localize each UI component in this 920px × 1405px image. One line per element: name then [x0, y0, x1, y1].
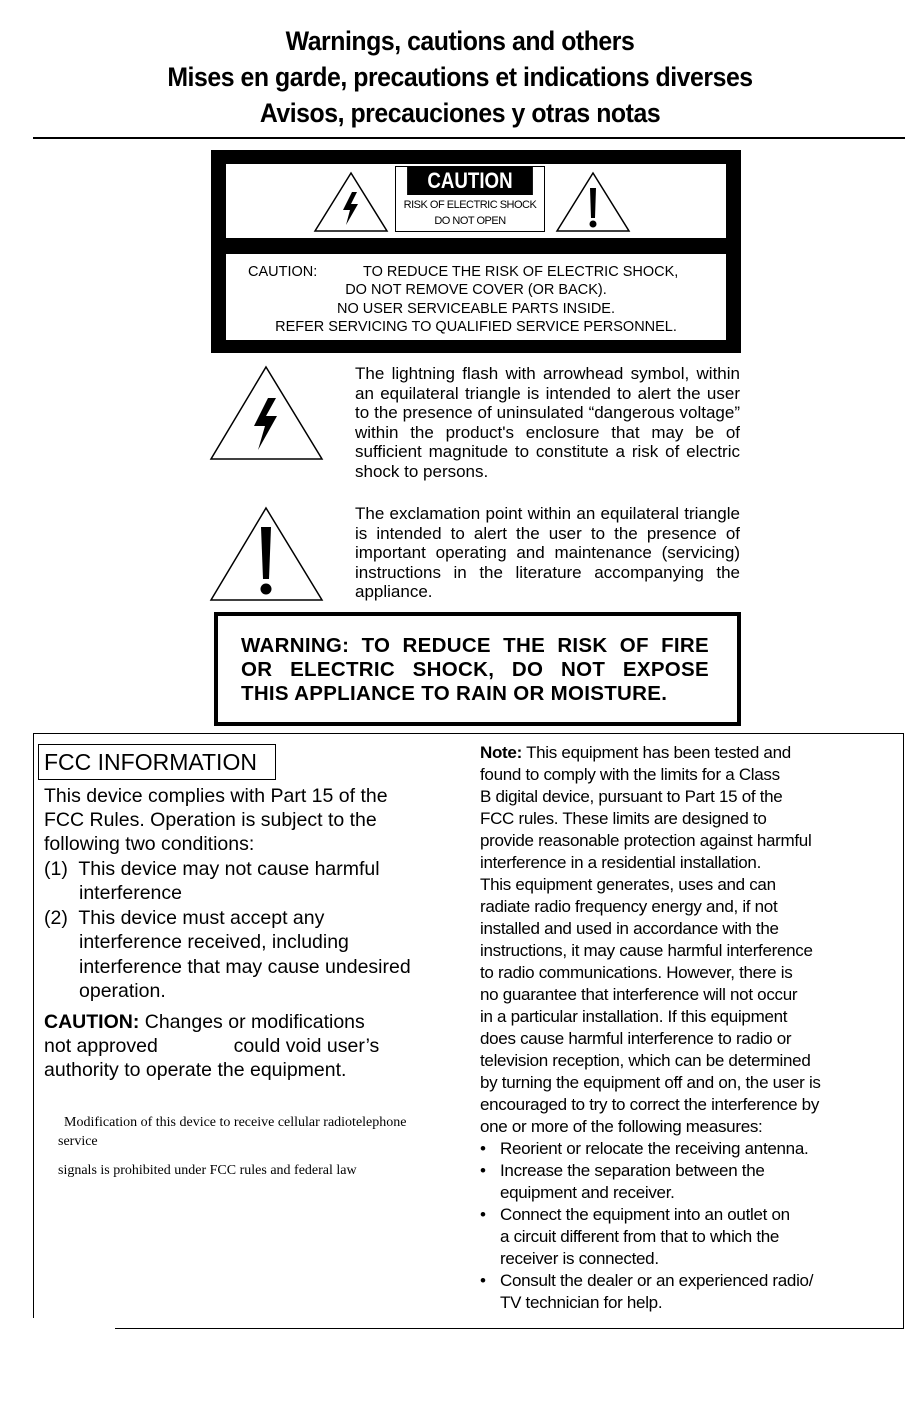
exclamation-symbol-icon: [208, 505, 325, 603]
title-french: Mises en garde, precautions et indications diverses: [167, 62, 753, 92]
title-english: Warnings, cautions and others: [285, 26, 635, 56]
exclamation-explanation: The exclamation point within an equilateral triangle is intended to alert the user to the presence of important operating and maintenance (servicing) instructions in the literature accompanying the appliance.: [355, 504, 740, 601]
caution-label-line1: RISK OF ELECTRIC SHOCK: [403, 199, 537, 211]
fcc-right-line: radiate radio frequency energy and, if not: [480, 897, 778, 916]
fcc-note-label: Note:: [480, 743, 522, 762]
bullet-dot: •: [480, 1139, 486, 1158]
bullet-item: equipment and receiver.: [500, 1183, 675, 1202]
modification-note: service: [58, 1134, 98, 1149]
fcc-caution-line: authority to operate the equipment.: [44, 1059, 347, 1081]
fcc-frame-top: [33, 733, 904, 734]
caution-text-line4: REFER SERVICING TO QUALIFIED SERVICE PERSONNEL.: [275, 319, 677, 335]
fcc-left-line: FCC Rules. Operation is subject to the: [44, 809, 377, 831]
bullet-dot: •: [480, 1271, 486, 1290]
fcc-left-line: interference that may cause undesired: [79, 956, 411, 978]
lightning-explanation: The lightning flash with arrowhead symbol, within an equilateral triangle is intended to alert the user to the presence of uninsulated “dangerous voltage” within the product's enclosure that may be of sufficient magnitude to constitute a risk of electric shock to persons.: [355, 364, 740, 481]
fcc-frame-bottom: [115, 1328, 904, 1329]
fcc-frame-left: [33, 733, 34, 1318]
fcc-right-line: provide reasonable protection against harmful: [480, 831, 812, 850]
bullet-item: Consult the dealer or an experienced radio/: [500, 1271, 814, 1290]
fcc-right-line: FCC rules. These limits are designed to: [480, 809, 767, 828]
caution-text-line2: DO NOT REMOVE COVER (OR BACK).: [345, 282, 607, 298]
modification-note: signals is prohibited under FCC rules and federal law: [58, 1163, 357, 1178]
caution-label-head: CAUTION: [407, 167, 533, 195]
fcc-note: [480, 742, 791, 764]
fcc-caution-text: Changes or modifications: [139, 1011, 365, 1033]
fcc-right-line: one or more of the following measures:: [480, 1117, 763, 1136]
exclamation-warning-icon: [554, 170, 632, 234]
title-divider: [33, 137, 905, 139]
bullet-dot: •: [480, 1161, 486, 1180]
fcc-right-line: B digital device, pursuant to Part 15 of the: [480, 787, 783, 806]
warning-line1: WARNING: TO REDUCE THE RISK OF FIRE: [241, 634, 709, 657]
fcc-right-line: television reception, which can be determined: [480, 1051, 811, 1070]
fcc-caution-line: not approved could void user’s: [44, 1035, 380, 1057]
fcc-right-line: does cause harmful interference to radio or: [480, 1029, 792, 1048]
fcc-left-line: This device complies with Part 15 of the: [44, 785, 388, 807]
bullet-item: Increase the separation between the: [500, 1161, 765, 1180]
fcc-right-line: no guarantee that interference will not occur: [480, 985, 798, 1004]
fcc-right-line: by turning the equipment off and on, the user is: [480, 1073, 821, 1092]
lightning-symbol-icon: [208, 364, 325, 462]
fcc-caution: [44, 1010, 365, 1035]
fcc-right-line: interference in a residential installation.: [480, 853, 761, 872]
lightning-warning-icon: [312, 170, 390, 234]
bullet-item: Reorient or relocate the receiving antenna.: [500, 1139, 809, 1158]
caution-text-line3: NO USER SERVICEABLE PARTS INSIDE.: [337, 301, 615, 317]
bullet-dot: •: [480, 1205, 486, 1224]
fcc-left-line: interference: [79, 882, 182, 904]
fcc-left-line: interference received, including: [79, 931, 349, 953]
warning-line2: OR ELECTRIC SHOCK, DO NOT EXPOSE: [241, 658, 709, 681]
bullet-item: a circuit different from that to which the: [500, 1227, 780, 1246]
fcc-note-text: This equipment has been tested and: [521, 743, 791, 762]
caution-text-line1: TO REDUCE THE RISK OF ELECTRIC SHOCK,: [363, 264, 679, 280]
fcc-title: FCC INFORMATION: [44, 749, 257, 775]
warning-line3: THIS APPLIANCE TO RAIN OR MOISTURE.: [241, 682, 668, 705]
fcc-frame-right: [903, 733, 904, 1329]
fcc-left-line: operation.: [79, 980, 166, 1002]
modification-note: Modification of this device to receive cellular radiotelephone: [64, 1115, 407, 1130]
fcc-right-line: to radio communications. However, there is: [480, 963, 793, 982]
bullet-item: TV technician for help.: [500, 1293, 663, 1312]
fcc-right-line: installed and used in accordance with the: [480, 919, 779, 938]
fcc-right-line: encouraged to try to correct the interference by: [480, 1095, 820, 1114]
fcc-caution-label: CAUTION:: [44, 1011, 140, 1033]
bullet-item: Connect the equipment into an outlet on: [500, 1205, 790, 1224]
fcc-right-line: This equipment generates, uses and can: [480, 875, 776, 894]
title-spanish: Avisos, precauciones y otras notas: [259, 98, 661, 128]
bullet-item: receiver is connected.: [500, 1249, 659, 1268]
fcc-left-line: following two conditions:: [44, 833, 255, 855]
caution-text-prefix: CAUTION:: [248, 264, 318, 280]
fcc-right-line: instructions, it may cause harmful interference: [480, 941, 813, 960]
caution-label-line2: DO NOT OPEN: [434, 215, 506, 227]
fcc-condition-2: (2) This device must accept any: [44, 907, 325, 929]
fcc-condition-1: (1) This device may not cause harmful: [44, 858, 380, 880]
fcc-right-line: in a particular installation. If this equipment: [480, 1007, 788, 1026]
fcc-right-line: found to comply with the limits for a Class: [480, 765, 780, 784]
